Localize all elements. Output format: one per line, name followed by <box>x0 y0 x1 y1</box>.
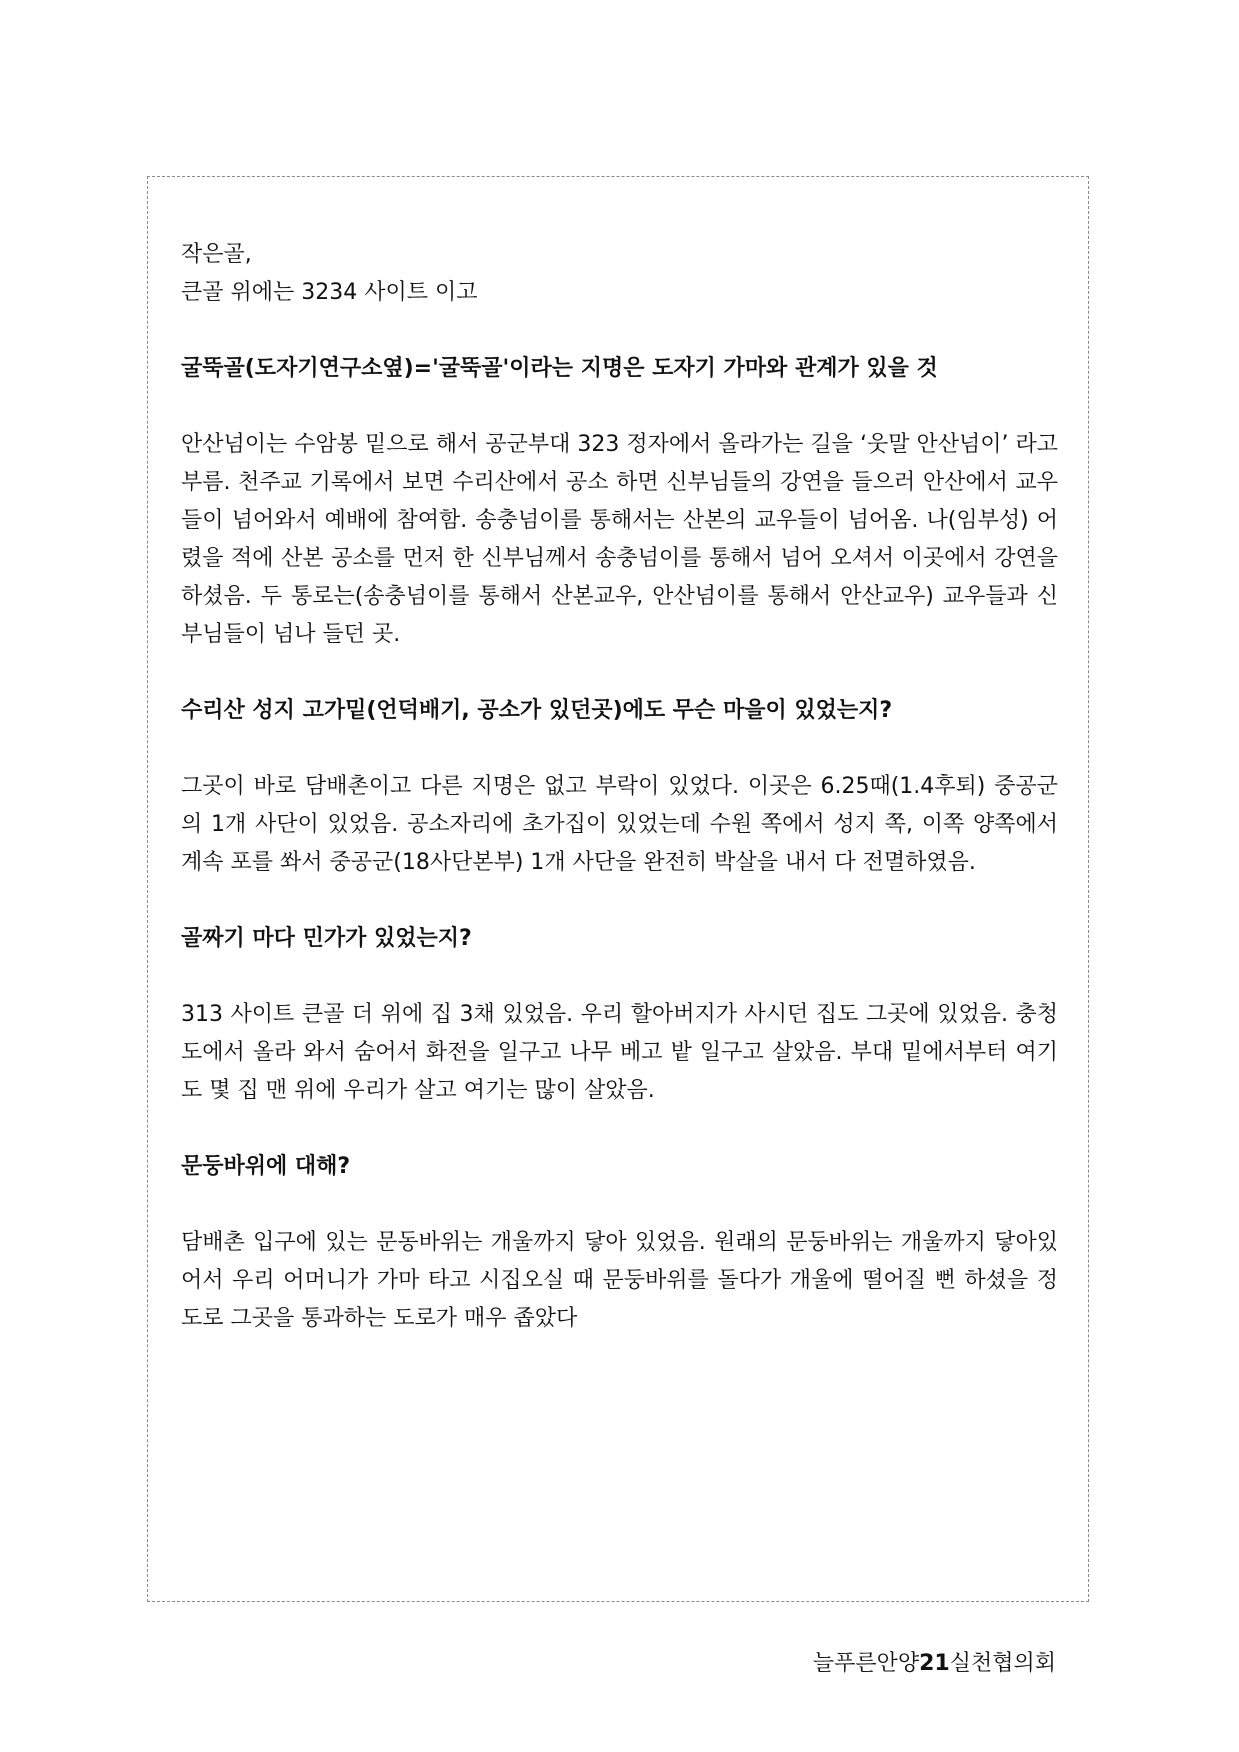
answer-paragraph-dambaechon: 그곳이 바로 담배촌이고 다른 지명은 없고 부락이 있었다. 이곳은 6.25때(1.4후퇴) 중공군의 1개 사단이 있었음. 공소자리에 초가집이 있었는데 수원 쪽에서 성지 쪽, 이쪽 양쪽에서 계속 포를 쏴서 중공군(18사단본부) 1개 사단을 완전히 박살을 내서 다 전멸하였음. <box>181 774 1058 875</box>
question-heading-gulttukgol: 굴뚝골(도자기연구소옆)='굴뚝골'이라는 지명은 도자기 가마와 관계가 있을 것 <box>181 356 938 381</box>
footer-number: 21 <box>919 1651 950 1676</box>
page-footer <box>813 1650 1056 1678</box>
paragraph-gap <box>181 312 1058 350</box>
paragraph-intro: 작은골, 큰골 위에는 3234 사이트 이고 <box>181 242 478 305</box>
answer-paragraph-ansanneomi: 안산넘이는 수암봉 밑으로 해서 공군부대 323 정자에서 올라가는 길을 ‘웃말 안산넘이’ 라고 부름. 천주교 기록에서 보면 수리산에서 공소 하면 신부님들의 강연을 들으러 안산에서 교우들이 넘어와서 예배에 참여함. 송충넘이를 통해서는 산본의 교우들이 넘어옴. 나(임부성) 어렸을 적에 산본 공소를 먼저 한 신부님께서 송충넘이를 통해서 넘어 오셔서 이곳에서 강연을 하셨음. 두 통로는(송충넘이를 통해서 산본교우, 안산넘이를 통해서 안산교우) 교우들과 신부님들이 넘나 들던 곳. <box>181 432 1058 647</box>
paragraph-gap <box>181 882 1058 920</box>
answer-paragraph-313-site: 313 사이트 큰골 더 위에 집 3채 있었음. 우리 할아버지가 사시던 집도 그곳에 있었음. 충청도에서 올라 와서 숨어서 화전을 일구고 나무 베고 밭 일구고 살았음. 부대 밑에서부터 여기도 몇 집 맨 위에 우리가 살고 여기는 많이 살았음. <box>181 1002 1058 1103</box>
question-heading-mundung-rock: 문둥바위에 대해? <box>181 1154 351 1179</box>
paragraph-gap <box>181 958 1058 996</box>
paragraph-gap <box>181 1186 1058 1224</box>
paragraph-gap <box>181 388 1058 426</box>
question-heading-houses: 골짜기 마다 민가가 있었는지? <box>181 926 472 951</box>
document-body <box>181 236 1058 1338</box>
paragraph-gap <box>181 730 1058 768</box>
paragraph-gap <box>181 1110 1058 1148</box>
paragraph-gap <box>181 654 1058 692</box>
question-heading-village: 수리산 성지 고가밑(언덕배기, 공소가 있던곳)에도 무슨 마을이 있었는지? <box>181 698 893 723</box>
footer-suffix: 실천협의회 <box>949 1651 1056 1676</box>
answer-paragraph-mundung-rock: 담배촌 입구에 있는 문동바위는 개울까지 닿아 있었음. 원래의 문둥바위는 개울까지 닿아있어서 우리 어머니가 가마 타고 시집오실 때 문둥바위를 돌다가 개울에 떨어질 뻔 하셨을 정도로 그곳을 통과하는 도로가 매우 좁았다 <box>181 1230 1058 1331</box>
footer-prefix: 늘푸른안양 <box>812 1651 920 1676</box>
